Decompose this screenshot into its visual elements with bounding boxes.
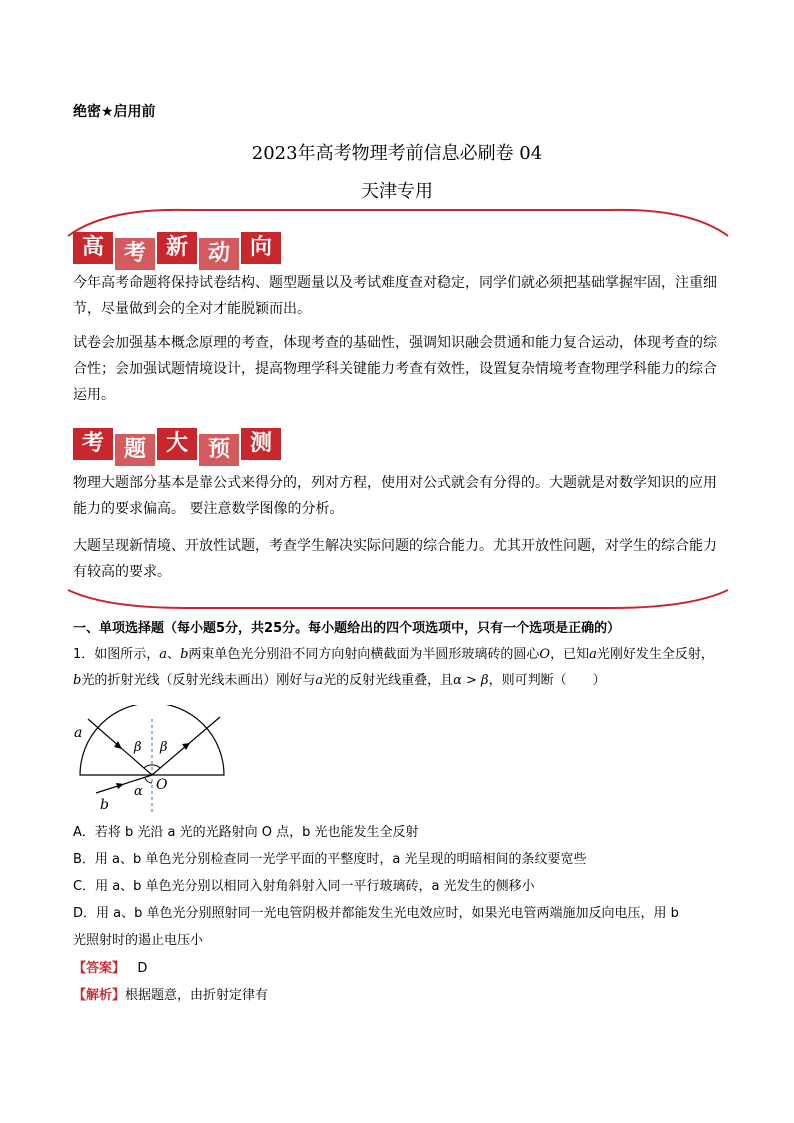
answer-value: D xyxy=(137,961,148,976)
analysis-text: 根据题意，由折射定律有 xyxy=(125,988,269,1003)
banner-char: 考 xyxy=(115,238,155,270)
option-C: C．用 a、b 单色光分别以相同入射角斜射入同一平行玻璃砖，a 光发生的侧移小 xyxy=(73,879,535,894)
secret-label: 绝密★启用前 xyxy=(73,104,156,120)
banner-char: 新 xyxy=(157,232,197,264)
option-D-line1: D．用 a、b 单色光分别照射同一光电管阴极并都能发生光电效应时，如果光电管两端施加反向电压，用 b xyxy=(73,906,679,921)
answer-line xyxy=(73,956,733,982)
banner-char: 考 xyxy=(73,428,113,460)
question-1-stem: 1．如图所示，a、b两束单色光分别沿不同方向射向横截面为半圆形玻璃砖的圆心O，已知a光刚好发生全反射， b光的折射光线（反射光线未画出）刚好与a光的反射光线重叠，且α > β，则可判断（ ） xyxy=(73,647,714,688)
predict-paragraph-1: 物理大题部分基本是靠公式来得分的，列对方程，使用对公式就会有分得的。大题就是对数学知识的应用能力的要求偏高。 要注意数学图像的分析。 xyxy=(73,475,717,517)
banner-char: 题 xyxy=(115,434,155,466)
bottom-arc-divider xyxy=(66,588,730,612)
banner-char: 大 xyxy=(157,428,197,460)
banner-char: 高 xyxy=(73,232,113,264)
analysis-line xyxy=(73,983,733,1009)
label-beta-right: β xyxy=(160,740,168,755)
trend-paragraph-2: 试卷会加强基本概念原理的考查，体现考查的基础性，强调知识融会贯通和能力复合运动，体现考查的综合性；会加强试题情境设计，提高物理学科关键能力考查有效性，设置复杂情境考查物理学科能力的综合运用。 xyxy=(73,335,717,403)
label-alpha: α xyxy=(134,784,143,799)
banner-char: 动 xyxy=(199,238,239,270)
paper-subtitle: 天津专用 xyxy=(361,181,433,202)
banner-char: 测 xyxy=(241,428,281,460)
label-a: a xyxy=(74,725,83,741)
banner-gaokao-trend xyxy=(73,232,281,270)
option-D-line2: 光照射时的遏止电压小 xyxy=(73,933,204,948)
banner-char: 预 xyxy=(199,434,239,466)
banner-char: 向 xyxy=(241,232,281,264)
option-A: A．若将 b 光沿 a 光的光路射向 O 点，b 光也能发生全反射 xyxy=(73,825,419,840)
label-beta-left: β xyxy=(134,740,142,755)
section-heading: 一、单项选择题（每小题5分，共25分。每小题给出的四个项选项中，只有一个选项是正确的） xyxy=(73,621,621,636)
semicircle-glass-figure xyxy=(70,705,240,820)
option-B: B．用 a、b 单色光分别检查同一光学平面的平整度时，a 光呈现的明暗相间的条纹要宽些 xyxy=(73,852,587,867)
paper-title: 2023年高考物理考前信息必刷卷 04 xyxy=(251,143,543,164)
trend-paragraph-1: 今年高考命题将保持试卷结构、题型题量以及考试难度查对稳定，同学们就必须把基础掌握牢固，注重细节，尽量做到会的全对才能脱颖而出。 xyxy=(73,275,717,317)
predict-paragraph-2: 大题呈现新情境、开放性试题，考查学生解决实际问题的综合能力。尤其开放性问题，对学生的综合能力有较高的要求。 xyxy=(73,538,717,580)
label-O: O xyxy=(156,777,168,793)
analysis-tag: 【解析】 xyxy=(73,988,126,1003)
label-b: b xyxy=(100,797,109,813)
banner-exam-prediction xyxy=(73,428,281,466)
condition-alpha-gt-beta: α > β xyxy=(453,673,489,688)
answer-tag: 【答案】 xyxy=(73,961,126,976)
